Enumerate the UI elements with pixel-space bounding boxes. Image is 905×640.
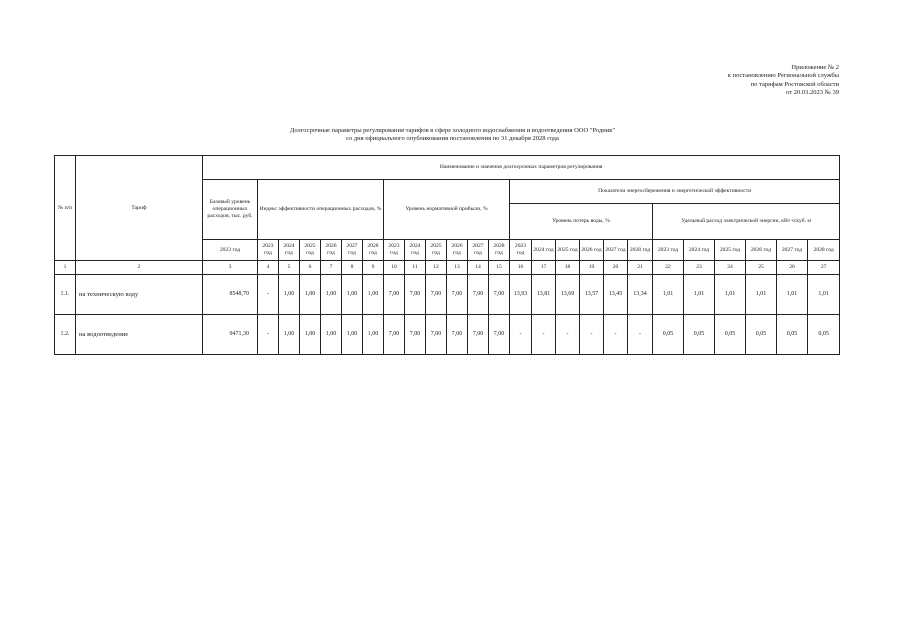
row-number: 1.2. xyxy=(55,315,76,355)
header-year-cell: 2028 год xyxy=(808,240,840,261)
profit-value: 7,00 xyxy=(447,275,468,315)
efficiency-value: 1,00 xyxy=(363,315,384,355)
row-number: 1.1. xyxy=(55,275,76,315)
header-no: № п/п xyxy=(55,156,76,261)
column-number: 22 xyxy=(653,261,684,275)
electricity-value: 0,05 xyxy=(653,315,684,355)
efficiency-value: - xyxy=(258,275,279,315)
profit-value: 7,00 xyxy=(489,315,510,355)
loss-value: - xyxy=(510,315,532,355)
electricity-value: 1,01 xyxy=(653,275,684,315)
header-year-cell: 2023 год xyxy=(258,240,279,261)
header-year-cell: 2025 год xyxy=(715,240,746,261)
base-level-value: 9471,30 xyxy=(203,315,258,355)
column-number: 5 xyxy=(279,261,300,275)
profit-value: 7,00 xyxy=(489,275,510,315)
efficiency-value: 1,00 xyxy=(321,275,342,315)
header-year-cell: 2027 год xyxy=(604,240,628,261)
electricity-value: 0,05 xyxy=(777,315,808,355)
column-number: 1 xyxy=(55,261,76,275)
appendix-line: к постановлению Региональной службы xyxy=(727,72,839,80)
electricity-value: 1,01 xyxy=(777,275,808,315)
header-year-cell: 2023 год xyxy=(510,240,532,261)
column-number: 20 xyxy=(604,261,628,275)
column-number: 12 xyxy=(426,261,447,275)
header-year-cell: 2028 год xyxy=(489,240,510,261)
loss-value: - xyxy=(604,315,628,355)
column-number: 21 xyxy=(628,261,653,275)
header-year-cell: 2028 год xyxy=(628,240,653,261)
column-number: 14 xyxy=(468,261,489,275)
header-year-cell: 2028 год xyxy=(363,240,384,261)
column-number: 18 xyxy=(556,261,580,275)
loss-value: - xyxy=(556,315,580,355)
column-number: 19 xyxy=(580,261,604,275)
efficiency-value: - xyxy=(258,315,279,355)
table-row xyxy=(55,315,840,355)
loss-value: 13,93 xyxy=(510,275,532,315)
parameters-table xyxy=(54,155,840,355)
header-year-cell: 2026 год xyxy=(580,240,604,261)
column-number: 26 xyxy=(777,261,808,275)
efficiency-value: 1,00 xyxy=(279,275,300,315)
efficiency-value: 1,00 xyxy=(321,315,342,355)
header-year-cell: 2025 год xyxy=(300,240,321,261)
header-tariff: Тариф xyxy=(76,156,203,261)
profit-value: 7,00 xyxy=(384,315,405,355)
header-year-cell: 2026 год xyxy=(746,240,777,261)
column-number: 27 xyxy=(808,261,840,275)
efficiency-value: 1,00 xyxy=(300,315,321,355)
appendix-block xyxy=(728,64,839,98)
column-number: 24 xyxy=(715,261,746,275)
header-year-cell: 2027 год xyxy=(777,240,808,261)
header-year-cell: 2023 год xyxy=(653,240,684,261)
header-base-level: Базовый уровень операционных расходов, тыс. руб. xyxy=(203,180,258,240)
loss-value: - xyxy=(580,315,604,355)
column-number: 11 xyxy=(405,261,426,275)
profit-value: 7,00 xyxy=(405,275,426,315)
tariff-name: на водоотведение xyxy=(76,315,203,355)
title-line-1: Долгосрочные параметры регулирования тарифов в сфере холодного водоснабжения и водоотведения ООО "Родник" xyxy=(289,127,616,134)
tariff-name: на техническую воду xyxy=(76,275,203,315)
column-number: 9 xyxy=(363,261,384,275)
efficiency-value: 1,00 xyxy=(342,275,363,315)
header-group: Наименование и значения долгосрочных параметров регулирования xyxy=(203,156,840,180)
profit-value: 7,00 xyxy=(426,275,447,315)
table-row xyxy=(55,275,840,315)
base-level-value: 8548,70 xyxy=(203,275,258,315)
profit-value: 7,00 xyxy=(405,315,426,355)
header-year-cell: 2027 год xyxy=(468,240,489,261)
column-number: 7 xyxy=(321,261,342,275)
column-number: 16 xyxy=(510,261,532,275)
electricity-value: 0,05 xyxy=(808,315,840,355)
profit-value: 7,00 xyxy=(384,275,405,315)
efficiency-value: 1,00 xyxy=(279,315,300,355)
column-number: 13 xyxy=(447,261,468,275)
column-number: 23 xyxy=(684,261,715,275)
header-year-cell: 2025 год xyxy=(556,240,580,261)
efficiency-value: 1,00 xyxy=(300,275,321,315)
loss-value: 13,34 xyxy=(628,275,653,315)
electricity-value: 1,01 xyxy=(715,275,746,315)
efficiency-value: 1,00 xyxy=(342,315,363,355)
electricity-value: 0,05 xyxy=(684,315,715,355)
electricity-value: 0,05 xyxy=(715,315,746,355)
appendix-line: от 20.03.2023 № 39 xyxy=(786,89,839,97)
loss-value: - xyxy=(628,315,653,355)
loss-value: 13,81 xyxy=(532,275,556,315)
column-number: 15 xyxy=(489,261,510,275)
profit-value: 7,00 xyxy=(447,315,468,355)
header-efficiency-index: Индекс эффективности операционных расходов, % xyxy=(258,180,384,240)
column-number: 8 xyxy=(342,261,363,275)
column-number: 4 xyxy=(258,261,279,275)
electricity-value: 1,01 xyxy=(808,275,840,315)
loss-value: 13,57 xyxy=(580,275,604,315)
header-year-cell: 2023 год xyxy=(384,240,405,261)
column-number: 3 xyxy=(203,261,258,275)
profit-value: 7,00 xyxy=(426,315,447,355)
electricity-value: 1,01 xyxy=(684,275,715,315)
header-year-cell: 2024 год xyxy=(279,240,300,261)
column-number: 10 xyxy=(384,261,405,275)
header-year-cell: 2026 год xyxy=(447,240,468,261)
loss-value: - xyxy=(532,315,556,355)
header-year-cell: 2024 год xyxy=(684,240,715,261)
column-number: 2 xyxy=(76,261,203,275)
appendix-line: по тарифам Ростовской области xyxy=(750,80,839,88)
column-number: 17 xyxy=(532,261,556,275)
profit-value: 7,00 xyxy=(468,275,489,315)
document-title xyxy=(0,127,905,144)
header-profit-level: Уровень нормативной прибыли, % xyxy=(384,180,510,240)
header-year-cell: 2026 год xyxy=(321,240,342,261)
header-base-year: 2023 год xyxy=(203,240,258,261)
loss-value: 13,69 xyxy=(556,275,580,315)
loss-value: 13,45 xyxy=(604,275,628,315)
electricity-value: 1,01 xyxy=(746,275,777,315)
header-water-loss: Уровень потерь воды, % xyxy=(510,204,653,240)
title-line-2: со дня официального опубликования постановления по 31 декабря 2028 года xyxy=(346,135,559,143)
header-year-cell: 2024 год xyxy=(532,240,556,261)
column-number: 6 xyxy=(300,261,321,275)
header-year-cell: 2025 год xyxy=(426,240,447,261)
electricity-value: 0,05 xyxy=(746,315,777,355)
header-electricity: Удельный расход электрической энергии, кВт·ч/куб. м xyxy=(653,204,840,240)
header-year-cell: 2024 год xyxy=(405,240,426,261)
appendix-line: Приложение № 2 xyxy=(791,64,839,71)
header-year-cell: 2027 год xyxy=(342,240,363,261)
profit-value: 7,00 xyxy=(468,315,489,355)
efficiency-value: 1,00 xyxy=(363,275,384,315)
header-energy-group: Показатели энергосбережения и энергетической эффективности xyxy=(510,180,840,204)
column-number: 25 xyxy=(746,261,777,275)
